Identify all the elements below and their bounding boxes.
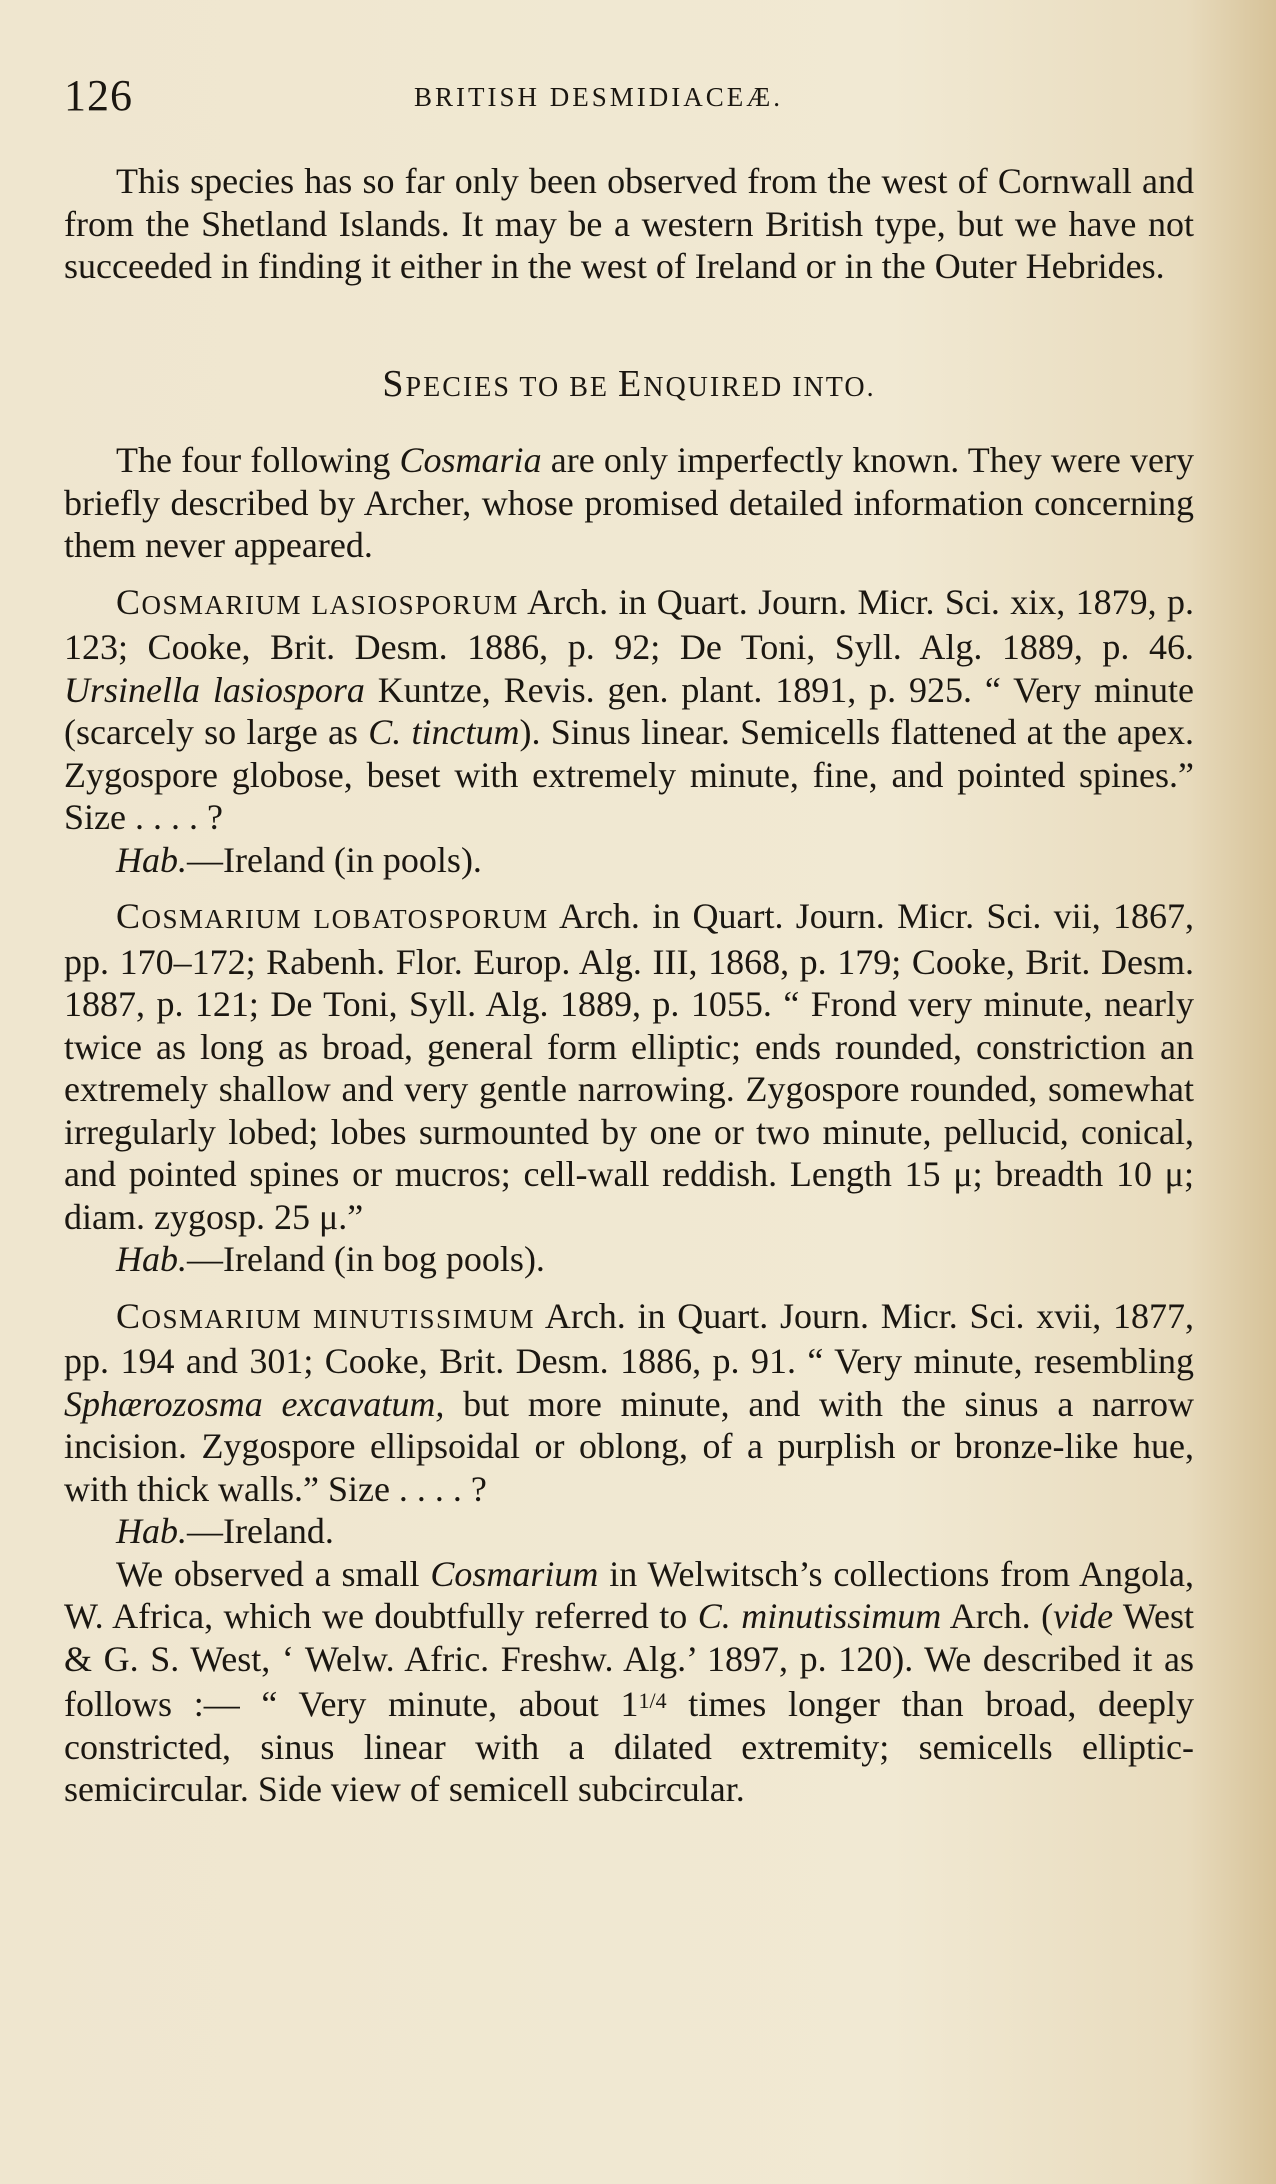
text-run: in Welwitsch’s collections from Angola, W. Africa, which we doubtfully referred to xyxy=(64,1553,1194,1636)
page-body xyxy=(64,160,1194,1811)
species-entry-minutissimum xyxy=(64,1295,1194,1511)
section-title-part-2: NQUIRED INTO. xyxy=(643,371,876,403)
text-run: ). Sinus linear. Semicells flattened at the apex. Zygospore globose, beset with extremely minute, fine, and pointed spines.” Size . . . . ? xyxy=(64,712,1195,837)
section-title xyxy=(64,363,1194,410)
text-run: are only imperfectly known. They were very briefly described by Archer, whose promised detailed information concerning them never appeared. xyxy=(64,440,1195,565)
text-run: The four following xyxy=(116,440,400,480)
habitat-text: —Ireland. xyxy=(187,1511,334,1551)
habitat-text: —Ireland (in bog pools). xyxy=(187,1239,545,1279)
species-name-rest: OSMARIUM LASIOSPORUM xyxy=(141,589,519,620)
italic-term: Cosmarium xyxy=(430,1553,599,1594)
species-name xyxy=(116,896,549,936)
synonym-name: Ursinella lasiospora xyxy=(64,669,365,710)
reference-name: Sphærozosma excavatum, xyxy=(64,1383,445,1424)
italic-term: Cosmaria xyxy=(399,440,542,480)
intro-paragraph: This species has so far only been observed from the west of Cornwall and from the Shetland Islands. It may be a western British type, but we have not succeeded in finding it either in the west of Ireland or in the Outer Hebrides. xyxy=(64,161,1194,286)
reference-name: C. tinctum xyxy=(368,712,520,752)
section-title-initial-s: S xyxy=(382,362,406,405)
habitat-text: —Ireland (in pools). xyxy=(187,839,482,880)
text-run: West & G. S. West, ‘ Welw. Afric. Freshw. Alg.’ 1897, p. 120). We described it as follows :— “ Very minute, about 1 xyxy=(64,1596,1194,1724)
welwitsch-paragraph xyxy=(64,1553,1194,1811)
fraction: 1/4 xyxy=(638,1688,667,1713)
species-name xyxy=(116,1295,536,1336)
running-head: BRITISH DESMIDIACEÆ. xyxy=(414,82,784,112)
page-number: 126 xyxy=(64,71,133,120)
text-run: We observed a small xyxy=(116,1553,431,1594)
species-entry-lasiosporum xyxy=(64,581,1194,839)
species-name-initial: C xyxy=(116,581,142,622)
section-title-part-1: PECIES TO BE xyxy=(405,371,618,403)
species-name-rest: OSMARIUM MINUTISSIMUM xyxy=(141,1303,536,1334)
text-run: but more minute, and with the sinus a narrow incision. Zygospore ellipsoidal or oblong, of a purplish or bronze-like hue, with thick walls.” Size . . . . ? xyxy=(64,1383,1194,1509)
habitat-label: Hab. xyxy=(116,1511,187,1551)
species-name-initial: C xyxy=(116,1295,142,1336)
text-run: Arch. in Quart. Journ. Micr. Sci. xvii, 1877, pp. 194 and 301; Cooke, Brit. Desm. 1886, p. 91. “ Very minute, resembling xyxy=(64,1295,1194,1381)
habitat-label: Hab. xyxy=(116,839,187,880)
italic-term: vide xyxy=(1053,1596,1114,1636)
page-header xyxy=(64,70,1194,130)
text-run: times longer than broad, deeply constricted, sinus linear with a dilated extremity; semicells elliptic-semicircular. Side view of semicell subcircular. xyxy=(64,1684,1194,1809)
habitat-line xyxy=(64,839,1194,882)
reference-name: C. minutissimum xyxy=(697,1596,942,1636)
species-name-rest: OSMARIUM LOBATOSPORUM xyxy=(141,904,549,934)
species-name xyxy=(116,581,519,622)
species-entry-lobatosporum xyxy=(64,895,1194,1238)
text-run: Arch. ( xyxy=(941,1596,1054,1636)
text-run: Arch. in Quart. Journ. Micr. Sci. xix, 1879, p. 123; Cooke, Brit. Desm. 1886, p. 92; De Toni, Syll. Alg. 1889, p. 46. xyxy=(64,581,1194,667)
text-run: Arch. in Quart. Journ. Micr. Sci. vii, 1867, pp. 170–172; Rabenh. Flor. Europ. Alg. III, 1868, p. 179; Cooke, Brit. Desm. 1887, p. 121; De Toni, Syll. Alg. 1889, p. 1055. “ Frond very minute, nearly twice as long as broad, general form elliptic; ends rounded, constriction an extremely shallow and very gentle narrowing. Zygospore rounded, somewhat irregularly lobed; lobes surmounted by one or two minute, pellucid, conical, and pointed spines or mucros; cell-wall reddish. Length 15 μ; breadth 10 μ; diam. zygosp. 25 μ.” xyxy=(64,896,1194,1237)
section-title-initial-e: E xyxy=(618,362,644,405)
habitat-line xyxy=(64,1510,1194,1553)
text-run: Kuntze, Revis. gen. plant. 1891, p. 925. “ Very minute (scarcely so large as xyxy=(64,669,1194,752)
habitat-line xyxy=(64,1238,1194,1281)
four-cosmaria-paragraph xyxy=(64,439,1194,567)
habitat-label: Hab. xyxy=(116,1239,187,1279)
species-name-initial: C xyxy=(116,896,142,936)
